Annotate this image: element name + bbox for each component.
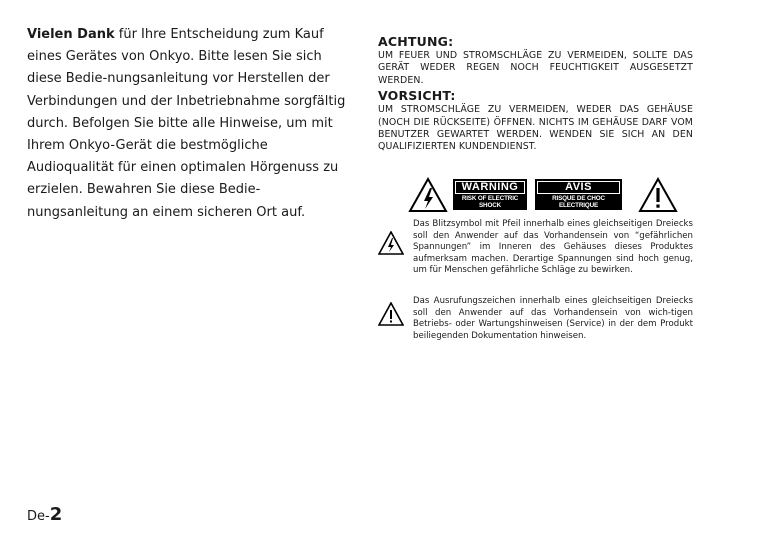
avis-label-line1: RISQUE DE CHOC ELECTRIQUE bbox=[552, 195, 605, 210]
exclamation-warning-icon bbox=[638, 177, 678, 213]
warning-label-row bbox=[378, 177, 693, 215]
avis-label bbox=[535, 179, 622, 217]
avis-label-title: AVIS bbox=[537, 181, 620, 194]
warning-label bbox=[453, 179, 527, 217]
lightning-note-text: Das Blitzsymbol mit Pfeil innerhalb eines gleichseitigen Dreiecks soll den Anwender auf das Vorhandensein von “gefährlichen Spannungen” im Inneren des Gehäuses dieses Produktes aufmerksam machen. Derartige Spannungen sind hoch genug, um für Menschen gefährliche Schläge zu bewirken. bbox=[413, 219, 693, 275]
safety-section bbox=[378, 34, 693, 155]
exclamation-note bbox=[378, 296, 693, 342]
achtung-heading: ACHTUNG: bbox=[378, 34, 454, 49]
vorsicht-text: UM STROMSCHLÄGE ZU VERMEIDEN, WEDER DAS GEHÄUSE (NOCH DIE RÜCKSEITE) ÖFFNEN. NICHTS IM GEHÄUSE DARF VOM BENUTZER GEWARTET WERDEN. WENDEN SIE SICH AN DEN QUALIFIZIERTEN KUNDENDIENST. bbox=[378, 104, 693, 153]
warning-label-title: WARNING bbox=[455, 181, 525, 194]
page-number-value: 2 bbox=[49, 504, 63, 525]
page-prefix: De- bbox=[27, 509, 50, 524]
avis-label-line2: NE PAS OUVRIR bbox=[554, 209, 603, 217]
vorsicht-heading: VORSICHT: bbox=[378, 88, 456, 104]
intro-paragraph bbox=[27, 24, 349, 224]
intro-lead: Vielen Dank bbox=[27, 27, 115, 42]
lightning-triangle-icon bbox=[378, 231, 404, 255]
warning-label-line2: DO NOT OPEN bbox=[468, 209, 512, 217]
lightning-note bbox=[378, 219, 693, 277]
lightning-warning-icon bbox=[408, 177, 448, 213]
achtung-text: UM FEUER UND STROMSCHLÄGE ZU VERMEIDEN, SOLLTE DAS GERÄT WEDER REGEN NOCH FEUCHTIGKEIT AUSGESETZT WERDEN. bbox=[378, 50, 693, 86]
intro-text: für Ihre Entscheidung zum Kauf eines Gerätes von Onkyo. Bitte lesen Sie sich diese Bedie-nungsanleitung vor Herstellen der Verbindungen und der Inbetriebnahme sorgfältig durch. Befolgen Sie bitte alle Hinweise, um mit Ihrem Onkyo-Gerät die bestmögliche Audioqualität für einen optimalen Hörgenuss zu erzielen. Bewahren Sie diese Bedie-nungsanleitung an einem sicheren Ort auf. bbox=[27, 27, 346, 220]
page-number bbox=[27, 504, 62, 528]
exclamation-note-text: Das Ausrufungszeichen innerhalb eines gleichseitigen Dreiecks soll den Anwender auf das Vorhandensein von wich-tigen Betriebs- oder Wartungshinweisen (Service) in der dem Produkt beiliegenden Dokumentation hinweisen. bbox=[413, 296, 693, 341]
exclamation-triangle-icon bbox=[378, 302, 404, 326]
warning-label-line1: RISK OF ELECTRIC SHOCK bbox=[461, 195, 519, 210]
